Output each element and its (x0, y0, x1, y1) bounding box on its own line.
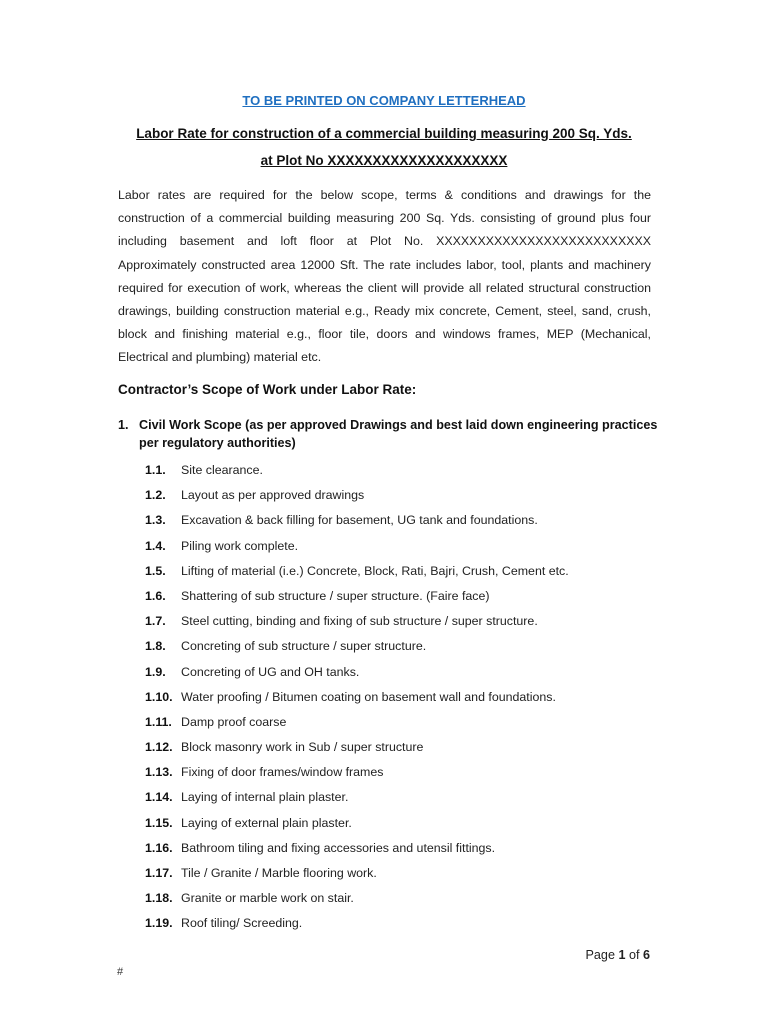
list-item (145, 761, 665, 786)
list-item (145, 585, 665, 610)
list-item (145, 560, 665, 585)
list-item (145, 812, 665, 837)
item-number: 1.4. (145, 538, 166, 553)
item-text: Shattering of sub structure / super structure. (Faire face) (181, 588, 490, 603)
item-text: Excavation & back filling for basement, UG tank and foundations. (181, 513, 538, 528)
item-text: Concreting of sub structure / super structure. (181, 639, 427, 654)
list-item (145, 484, 665, 509)
list-item (145, 509, 665, 534)
list-item (145, 736, 665, 761)
item-number: 1.11. (145, 714, 172, 729)
item-text: Block masonry work in Sub / super structure (181, 740, 424, 755)
list-item (145, 610, 665, 635)
section-number: 1. (118, 418, 129, 432)
current-page: 1 (618, 948, 626, 962)
item-number: 1.7. (145, 614, 166, 629)
item-number: 1.10. (145, 689, 173, 704)
of-label: of (628, 948, 640, 962)
item-text: Roof tiling/ Screeding. (181, 916, 303, 931)
document-title-line1: Labor Rate for construction of a commercial building measuring 200 Sq. Yds. (136, 126, 632, 141)
list-item (145, 887, 665, 912)
item-number: 1.15. (145, 815, 173, 830)
list-item (145, 862, 665, 887)
total-pages: 6 (642, 948, 650, 962)
item-text: Layout as per approved drawings (181, 488, 365, 503)
list-item (145, 837, 665, 862)
item-text: Damp proof coarse (181, 714, 287, 729)
item-text: Water proofing / Bitumen coating on basement wall and foundations. (181, 689, 556, 704)
list-item (145, 661, 665, 686)
item-number: 1.12. (145, 740, 173, 755)
list-item (145, 459, 665, 484)
item-number: 1.13. (145, 765, 173, 780)
item-text: Concreting of UG and OH tanks. (181, 664, 360, 679)
item-number: 1.2. (145, 488, 166, 503)
item-text: Granite or marble work on stair. (181, 891, 354, 906)
list-item (145, 912, 665, 937)
item-number: 1.1. (145, 463, 166, 477)
item-text: Laying of external plain plaster. (181, 815, 352, 830)
item-number: 1.5. (145, 563, 166, 578)
item-text: Bathroom tiling and fixing accessories and utensil fittings. (181, 840, 496, 855)
list-item (145, 535, 665, 560)
item-text: Laying of internal plain plaster. (181, 790, 349, 805)
item-number: 1.17. (145, 866, 173, 880)
item-text: Fixing of door frames/window frames (181, 765, 384, 780)
item-number: 1.9. (145, 664, 166, 679)
item-text: Site clearance. (181, 463, 263, 477)
item-number: 1.8. (145, 639, 166, 654)
page-label: Page (585, 948, 615, 962)
footer-hash-mark: # (117, 966, 124, 978)
item-number: 1.6. (145, 588, 166, 603)
list-item (145, 711, 665, 736)
section-civil-work (118, 416, 658, 452)
list-item (145, 786, 665, 811)
item-text: Steel cutting, binding and fixing of sub structure / super structure. (181, 614, 538, 629)
scope-heading: Contractor’s Scope of Work under Labor Rate: (118, 382, 417, 397)
item-text: Lifting of material (i.e.) Concrete, Block, Rati, Bajri, Crush, Cement etc. (181, 563, 569, 578)
list-item (145, 635, 665, 660)
section-title: Civil Work Scope (as per approved Drawings and best laid down engineering practices per regulatory authorities) (139, 418, 658, 450)
document-title-line2: at Plot No XXXXXXXXXXXXXXXXXXXX (260, 153, 508, 168)
item-number: 1.3. (145, 513, 166, 528)
scope-item-list (145, 459, 665, 938)
item-text: Piling work complete. (181, 538, 299, 553)
item-number: 1.14. (145, 790, 173, 805)
list-item (145, 686, 665, 711)
intro-paragraph: Labor rates are required for the below scope, terms & conditions and drawings for the construction of a commercial building measuring 200 Sq. Yds. consisting of ground plus four including basement and loft floor at Plot No. XXXXXXXXXXXXXXXXXXXXXXXXXX Approximately constructed area 12000 Sft. The rate includes labor, tool, plants and machinery required for execution of work, whereas the client will provide all related structural construction drawings, building construction material e.g., Ready mix concrete, Cement, steel, sand, crush, block and finishing material e.g., floor tile, doors and windows frames, MEP (Mechanical, Electrical and plumbing) material etc. (118, 188, 651, 365)
item-number: 1.18. (145, 891, 173, 906)
item-text: Tile / Granite / Marble flooring work. (181, 866, 377, 880)
item-number: 1.19. (145, 916, 173, 931)
item-number: 1.16. (145, 840, 173, 855)
letterhead-note: TO BE PRINTED ON COMPANY LETTERHEAD (242, 93, 526, 108)
page-number (586, 948, 650, 962)
